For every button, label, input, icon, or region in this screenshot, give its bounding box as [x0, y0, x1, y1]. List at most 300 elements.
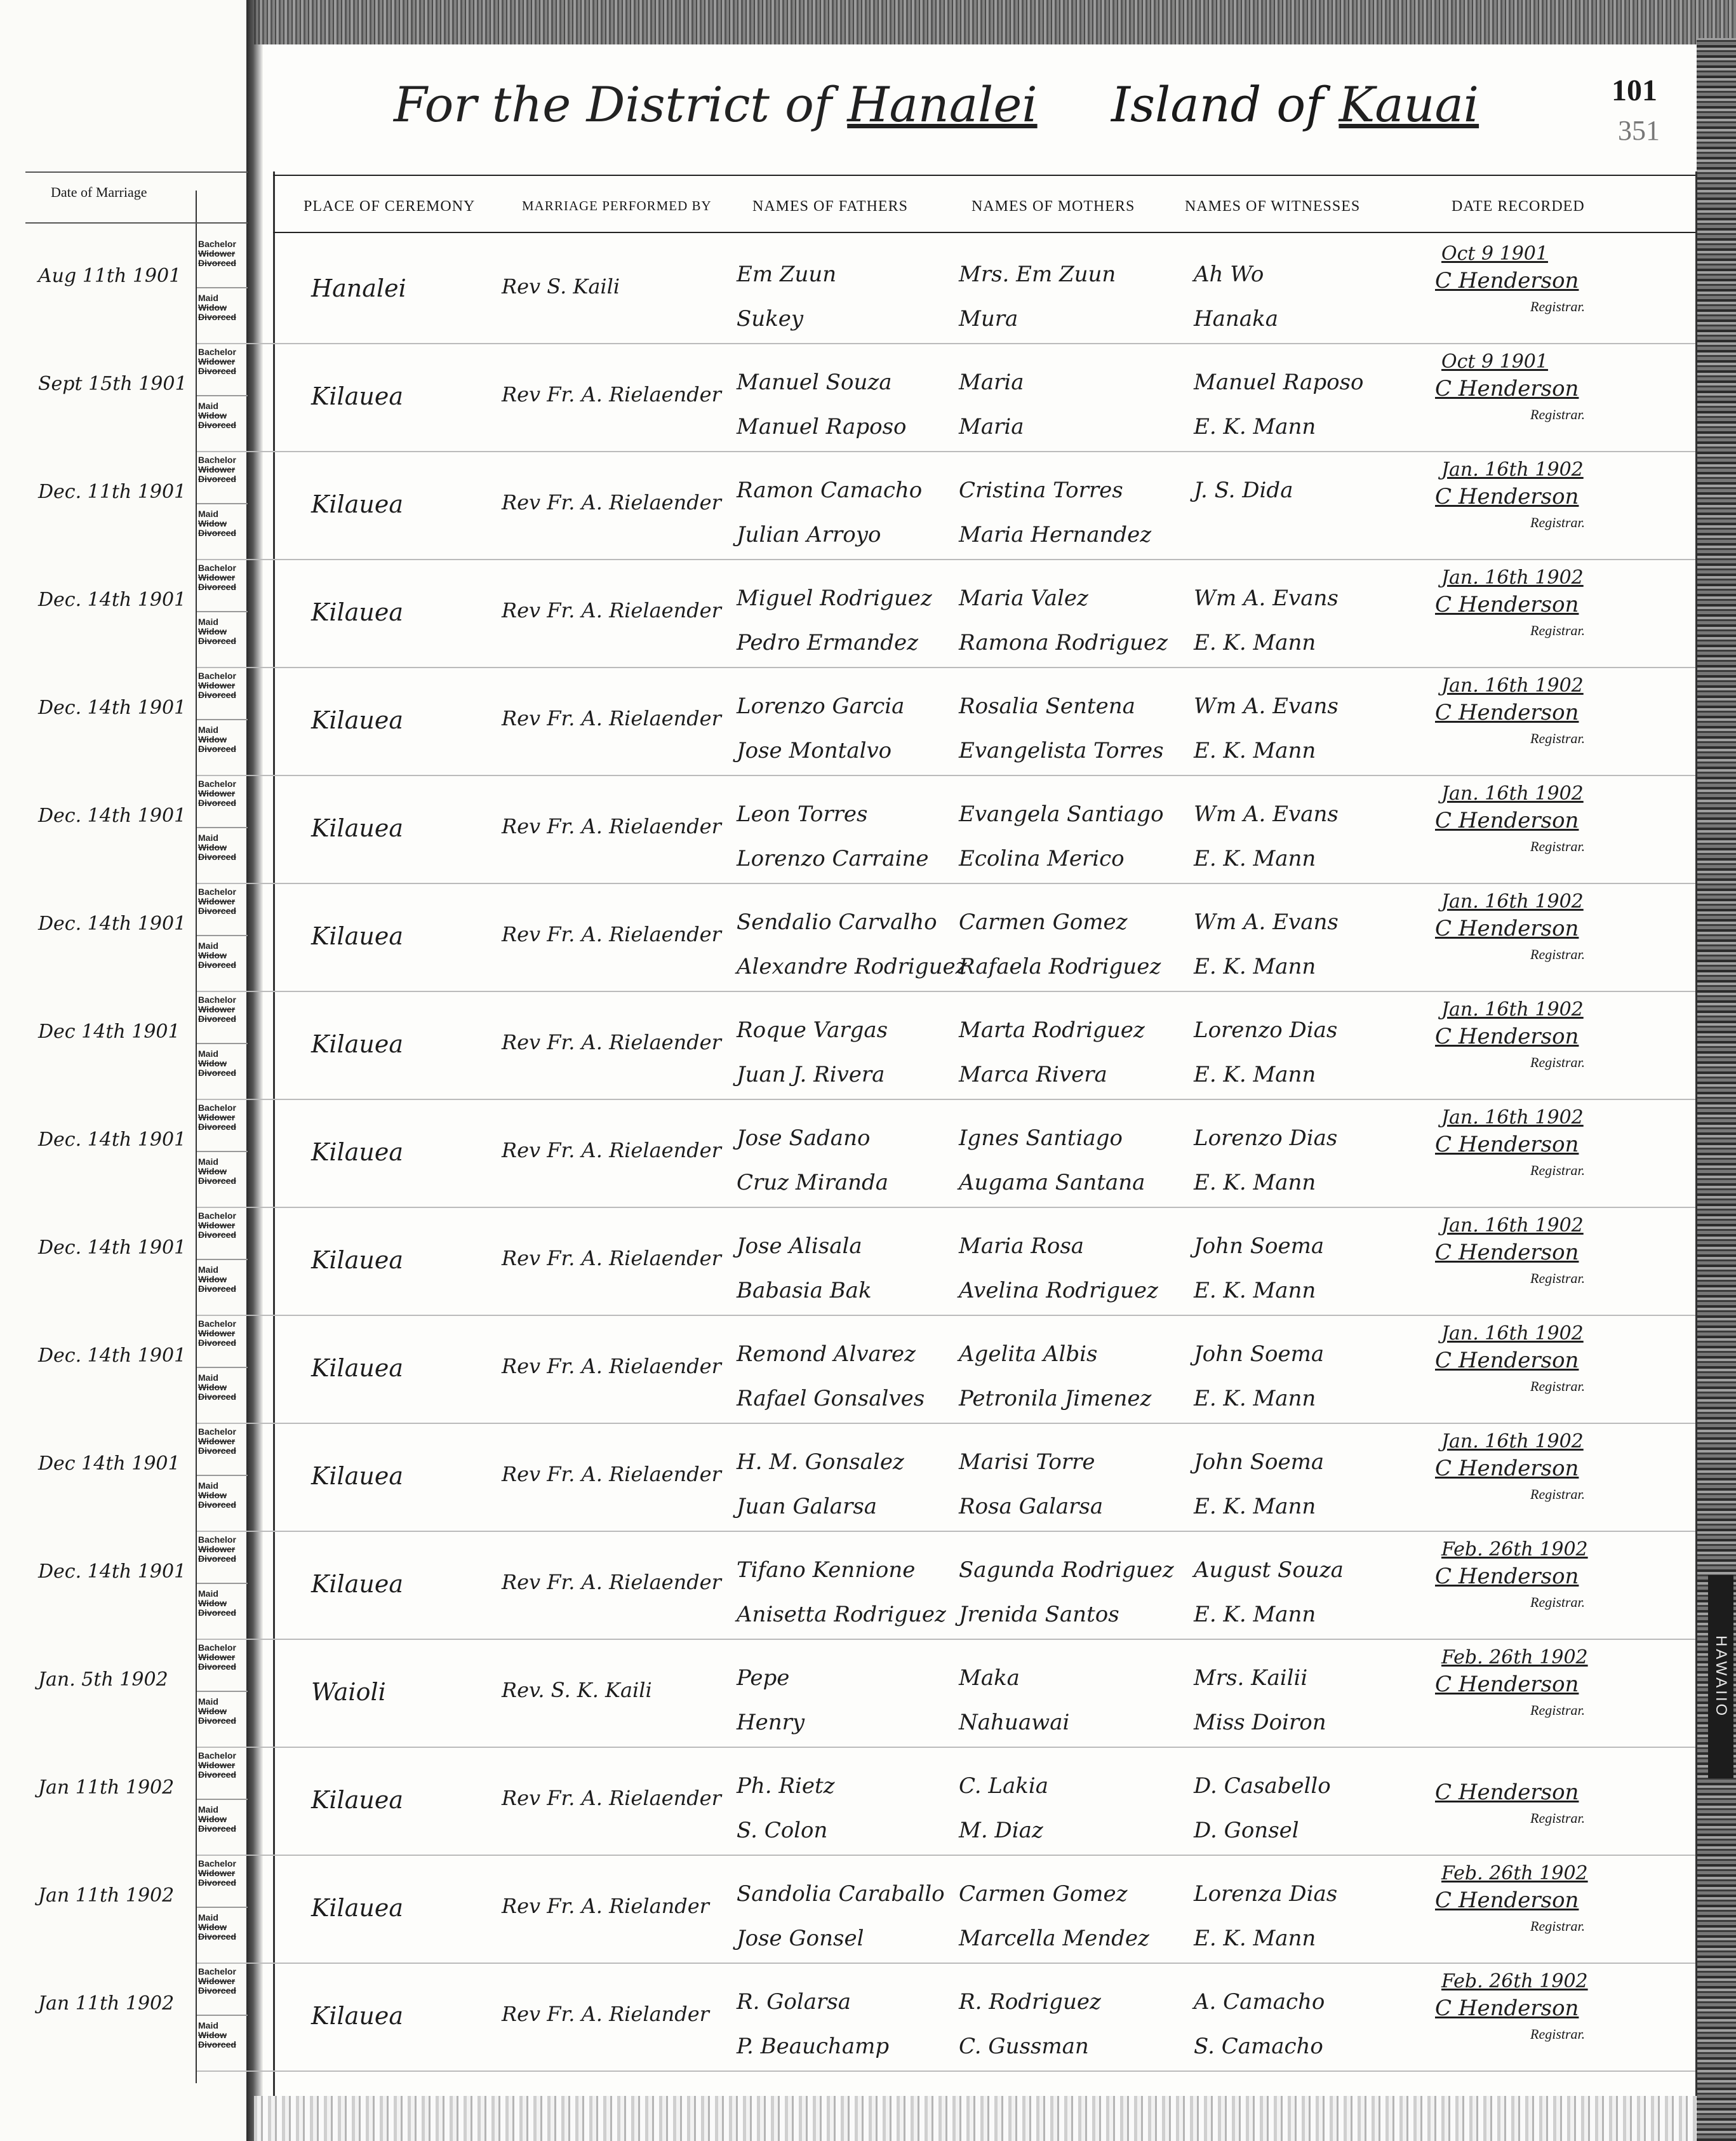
place-of-ceremony: Kilauea [311, 706, 403, 734]
rule-left-top [25, 171, 248, 173]
mother-name: Rafaela Rodriguez [959, 954, 1161, 979]
father-name: Henry [737, 1710, 805, 1735]
performed-by: Rev Fr. A. Rielaender [502, 1246, 721, 1270]
bride-status [198, 833, 248, 862]
status-option: Widow [198, 518, 227, 528]
status-option: Widower [198, 1220, 236, 1230]
status-option: Bachelor [198, 1426, 236, 1437]
groom-status [198, 1967, 248, 1996]
row-divider [197, 1099, 1695, 1100]
status-option: Widower [198, 788, 236, 798]
father-name: S. Colon [737, 1818, 828, 1843]
father-name: Alexandre Rodriguez [737, 954, 967, 979]
father-name: Em Zuun [737, 262, 837, 287]
mother-name: Rosa Galarsa [959, 1494, 1104, 1519]
date-recorded: Jan. 16th 1902 [1441, 675, 1584, 697]
witness-name: D. Gonsel [1194, 1818, 1299, 1843]
date-recorded: Feb. 26th 1902 [1441, 1862, 1588, 1884]
mother-name: Nahuawai [959, 1710, 1070, 1735]
marriage-date: Dec. 14th 1901 [38, 805, 187, 827]
row-divider [197, 559, 1695, 560]
witness-name: Lorenzo Dias [1194, 1017, 1338, 1043]
status-divider [197, 395, 248, 396]
date-recorded: Jan. 16th 1902 [1441, 459, 1584, 481]
witness-name: E. K. Mann [1194, 1062, 1316, 1087]
place-of-ceremony: Kilauea [311, 1030, 403, 1058]
groom-status [198, 671, 248, 700]
col-header-place: PLACE OF CEREMONY [304, 198, 476, 215]
status-option: Widower [198, 1112, 236, 1122]
bride-status [198, 1157, 248, 1186]
registrar-label: Registrar. [1530, 406, 1586, 422]
status-option: Divorced [198, 960, 236, 970]
registrar-signature: C Henderson [1435, 592, 1579, 617]
mother-name: Rosalia Sentena [959, 694, 1135, 719]
status-option: Maid [198, 833, 218, 843]
father-name: Miguel Rodriguez [737, 586, 932, 611]
col-header-date-recorded: DATE RECORDED [1452, 198, 1585, 215]
bride-status [198, 1589, 248, 1618]
marriage-date: Aug 11th 1901 [38, 265, 182, 287]
performed-by: Rev Fr. A. Rielaender [502, 1462, 721, 1486]
groom-status [198, 1427, 248, 1456]
page-right-edge [1697, 38, 1736, 2141]
witness-name: Wm A. Evans [1194, 586, 1339, 611]
status-option: Divorced [198, 1769, 236, 1780]
mother-name: Maria [959, 370, 1024, 395]
father-name: Juan Galarsa [737, 1494, 878, 1519]
status-divider [197, 611, 248, 612]
marriage-date: Dec. 14th 1901 [38, 1560, 187, 1583]
status-option: Widow [198, 410, 227, 420]
place-of-ceremony: Kilauea [311, 922, 403, 950]
status-option: Divorced [198, 1446, 236, 1456]
row-divider [197, 1531, 1695, 1532]
witness-name: E. K. Mann [1194, 954, 1316, 979]
status-option: Bachelor [198, 1750, 236, 1761]
place-of-ceremony: Kilauea [311, 1246, 403, 1274]
performed-by: Rev Fr. A. Rielaender [502, 1570, 721, 1594]
status-option: Divorced [198, 1392, 236, 1402]
registrar-label: Registrar. [1530, 1810, 1586, 1826]
status-divider [197, 1475, 248, 1476]
status-option: Bachelor [198, 1966, 236, 1977]
registrar-signature: C Henderson [1435, 1672, 1579, 1697]
row-divider [197, 1855, 1695, 1856]
witness-name: E. K. Mann [1194, 738, 1316, 763]
date-recorded: Jan. 16th 1902 [1441, 782, 1584, 805]
mother-name: Marisi Torre [959, 1449, 1095, 1475]
groom-status [198, 1751, 248, 1780]
status-option: Divorced [198, 366, 236, 376]
bride-status [198, 1697, 248, 1726]
status-option: Maid [198, 2020, 218, 2030]
status-divider [197, 287, 248, 288]
registrar-signature: C Henderson [1435, 808, 1579, 833]
row-divider [197, 1963, 1695, 1964]
status-option: Divorced [198, 1230, 236, 1240]
date-recorded: Jan. 16th 1902 [1441, 890, 1584, 913]
status-option: Divorced [198, 636, 236, 646]
status-divider [197, 1151, 248, 1152]
status-option: Widower [198, 680, 236, 690]
place-of-ceremony: Kilauea [311, 1354, 403, 1382]
place-of-ceremony: Kilauea [311, 1462, 403, 1490]
status-option: Widower [198, 1544, 236, 1554]
bride-status [198, 401, 248, 430]
row-divider [197, 1423, 1695, 1424]
status-option: Divorced [198, 258, 236, 268]
status-option: Maid [198, 941, 218, 951]
status-option: Divorced [198, 2039, 236, 2050]
marriage-date: Sept 15th 1901 [38, 373, 187, 395]
status-option: Maid [198, 293, 218, 303]
registrar-signature: C Henderson [1435, 268, 1579, 293]
date-recorded: Oct 9 1901 [1441, 243, 1548, 265]
place-of-ceremony: Waioli [311, 1678, 386, 1706]
mother-name: Mrs. Em Zuun [959, 262, 1116, 287]
registrar-label: Registrar. [1530, 838, 1586, 854]
witness-name: J. S. Dida [1194, 478, 1293, 503]
mother-name: C. Gussman [959, 2034, 1089, 2059]
mother-name: Ramona Rodriguez [959, 630, 1168, 655]
place-of-ceremony: Hanalei [311, 274, 406, 302]
witness-name: Mrs. Kailii [1194, 1665, 1308, 1691]
witness-name: Ah Wo [1194, 262, 1264, 287]
witness-name: E. K. Mann [1194, 630, 1316, 655]
status-option: Widower [198, 1760, 236, 1770]
father-name: Sendalio Carvalho [737, 909, 937, 935]
witness-name: E. K. Mann [1194, 1278, 1316, 1303]
status-option: Widow [198, 1922, 227, 1932]
groom-status [198, 1211, 248, 1240]
father-name: Jose Montalvo [737, 738, 892, 763]
witness-name: E. K. Mann [1194, 1170, 1316, 1195]
status-divider [197, 1259, 248, 1260]
row-divider [197, 1315, 1695, 1316]
groom-status [198, 1103, 248, 1132]
status-option: Widower [198, 1328, 236, 1338]
row-divider [197, 991, 1695, 992]
status-option: Maid [198, 1588, 218, 1599]
status-option: Widower [198, 1976, 236, 1986]
marriage-date: Dec. 14th 1901 [38, 913, 187, 935]
date-recorded: Oct 9 1901 [1441, 351, 1548, 373]
father-name: Manuel Raposo [737, 414, 907, 440]
father-name: Cruz Miranda [737, 1170, 889, 1195]
status-option: Widow [198, 1382, 227, 1392]
status-option: Maid [198, 1373, 218, 1383]
row-divider [197, 1747, 1695, 1748]
performed-by: Rev S. Kaili [502, 274, 620, 299]
status-option: Maid [198, 1912, 218, 1923]
mother-name: Cristina Torres [959, 478, 1123, 503]
status-option: Divorced [198, 798, 236, 808]
row-divider [197, 343, 1695, 344]
place-of-ceremony: Kilauea [311, 1570, 403, 1598]
status-option: Bachelor [198, 1211, 236, 1221]
district-header [394, 76, 1038, 133]
witness-name: S. Camacho [1194, 2034, 1323, 2059]
mother-name: R. Rodriguez [959, 1989, 1101, 2015]
registrar-label: Registrar. [1530, 1702, 1586, 1718]
marriage-date: Dec. 14th 1901 [38, 589, 187, 611]
performed-by: Rev. S. K. Kaili [502, 1678, 652, 1702]
mother-name: Avelina Rodriguez [959, 1278, 1158, 1303]
witness-name: A. Camacho [1194, 1989, 1325, 2015]
status-option: Divorced [198, 1338, 236, 1348]
performed-by: Rev Fr. A. Rielaender [502, 1354, 721, 1378]
bride-status [198, 1805, 248, 1834]
marriage-date: Jan 11th 1902 [38, 1992, 175, 2015]
status-option: Bachelor [198, 455, 236, 465]
registrar-signature: C Henderson [1435, 1564, 1579, 1589]
date-recorded: Jan. 16th 1902 [1441, 1322, 1584, 1345]
marriage-date: Dec. 14th 1901 [38, 1237, 187, 1259]
col-header-witnesses: NAMES OF WITNESSES [1185, 198, 1361, 215]
status-option: Widower [198, 896, 236, 906]
father-name: Ph. Rietz [737, 1773, 835, 1799]
registrar-signature: C Henderson [1435, 1348, 1579, 1373]
status-option: Widow [198, 1598, 227, 1608]
status-divider [197, 1799, 248, 1800]
place-of-ceremony: Kilauea [311, 382, 403, 410]
rule-header [273, 232, 1695, 233]
island-header [1111, 76, 1479, 133]
registrar-label: Registrar. [1530, 299, 1586, 314]
performed-by: Rev Fr. A. Rielaender [502, 598, 721, 622]
status-option: Widow [198, 1490, 227, 1500]
father-name: Jose Alisala [737, 1233, 862, 1259]
father-name: Rafael Gonsalves [737, 1386, 925, 1411]
father-name: Jose Gonsel [737, 1926, 864, 1951]
father-name: H. M. Gonsalez [737, 1449, 904, 1475]
mother-name: Marcella Mendez [959, 1926, 1149, 1951]
performed-by: Rev Fr. A. Rielaender [502, 706, 721, 730]
status-option: Bachelor [198, 563, 236, 573]
bride-status [198, 509, 248, 538]
status-divider [197, 1691, 248, 1692]
stamp-number: 351 [1618, 115, 1660, 146]
registrar-label: Registrar. [1530, 946, 1586, 962]
father-name: Babasia Bak [737, 1278, 872, 1303]
groom-status [198, 239, 248, 268]
status-option: Bachelor [198, 347, 236, 357]
bride-status [198, 1265, 248, 1294]
status-option: Widow [198, 950, 227, 960]
groom-status [198, 887, 248, 916]
father-name: Juan J. Rivera [737, 1062, 885, 1087]
father-name: Tifano Kennione [737, 1557, 916, 1583]
registrar-label: Registrar. [1530, 1162, 1586, 1178]
status-option: Divorced [198, 1931, 236, 1942]
father-name: Jose Sadano [737, 1125, 871, 1151]
marriage-date: Jan 11th 1902 [38, 1884, 175, 1907]
marriage-date: Jan. 5th 1902 [38, 1668, 168, 1691]
page-number: 101 [1612, 74, 1657, 107]
witness-name: E. K. Mann [1194, 1602, 1316, 1627]
marriage-date: Dec. 14th 1901 [38, 1129, 187, 1151]
registrar-label: Registrar. [1530, 622, 1586, 638]
rule-left-header [25, 222, 248, 224]
witness-name: Lorenzo Dias [1194, 1125, 1338, 1151]
status-divider [197, 2015, 248, 2016]
status-option: Bachelor [198, 779, 236, 789]
father-name: Lorenzo Carraine [737, 846, 929, 871]
mother-name: Evangelista Torres [959, 738, 1164, 763]
rule-left [273, 171, 275, 2096]
registrar-signature: C Henderson [1435, 376, 1579, 401]
groom-status [198, 779, 248, 808]
status-option: Maid [198, 725, 218, 735]
date-recorded: Jan. 16th 1902 [1441, 1430, 1584, 1453]
status-option: Divorced [198, 1985, 236, 1996]
father-name: Julian Arroyo [737, 522, 881, 547]
status-option: Maid [198, 1480, 218, 1491]
mother-name: Ecolina Merico [959, 846, 1125, 871]
witness-name: Manuel Raposo [1194, 370, 1364, 395]
groom-status [198, 347, 248, 376]
groom-status [198, 1859, 248, 1888]
date-recorded: Feb. 26th 1902 [1441, 1538, 1588, 1560]
status-option: Divorced [198, 744, 236, 754]
district-prefix: For the District of [394, 76, 832, 133]
status-option: Widow [198, 734, 227, 744]
status-option: Divorced [198, 420, 236, 430]
mother-name: Augama Santana [959, 1170, 1145, 1195]
registrar-label: Registrar. [1530, 1486, 1586, 1502]
performed-by: Rev Fr. A. Rielander [502, 1894, 709, 1918]
status-option: Maid [198, 617, 218, 627]
place-of-ceremony: Kilauea [311, 1138, 403, 1166]
witness-name: E. K. Mann [1194, 414, 1316, 440]
status-divider [197, 1583, 248, 1584]
status-option: Divorced [198, 852, 236, 862]
mother-name: Agelita Albis [959, 1341, 1098, 1367]
status-option: Divorced [198, 474, 236, 484]
status-option: Bachelor [198, 887, 236, 897]
bride-status [198, 725, 248, 754]
status-option: Bachelor [198, 1103, 236, 1113]
status-option: Divorced [198, 690, 236, 700]
registrar-label: Registrar. [1530, 1054, 1586, 1070]
performed-by: Rev Fr. A. Rielaender [502, 490, 721, 514]
groom-status [198, 1319, 248, 1348]
bride-status [198, 941, 248, 970]
status-option: Maid [198, 1157, 218, 1167]
mother-name: Evangela Santiago [959, 802, 1164, 827]
mother-name: C. Lakia [959, 1773, 1049, 1799]
date-recorded: Jan. 16th 1902 [1441, 567, 1584, 589]
place-of-ceremony: Kilauea [311, 814, 403, 842]
row-divider [197, 451, 1695, 452]
status-option: Divorced [198, 1823, 236, 1834]
date-recorded: Jan. 16th 1902 [1441, 1106, 1584, 1129]
registrar-signature: C Henderson [1435, 700, 1579, 725]
row-divider [197, 2071, 1695, 2072]
status-option: Widow [198, 302, 227, 312]
row-divider [197, 667, 1695, 668]
witness-name: E. K. Mann [1194, 1386, 1316, 1411]
registrar-label: Registrar. [1530, 730, 1586, 746]
date-recorded: Jan. 16th 1902 [1441, 1214, 1584, 1237]
bride-status [198, 1913, 248, 1942]
marriage-date: Dec 14th 1901 [38, 1453, 180, 1475]
performed-by: Rev Fr. A. Rielaender [502, 1030, 721, 1054]
status-option: Bachelor [198, 1319, 236, 1329]
status-divider [197, 1043, 248, 1044]
groom-status [198, 563, 248, 592]
status-option: Maid [198, 1804, 218, 1815]
status-divider [197, 935, 248, 936]
father-name: Roque Vargas [737, 1017, 888, 1043]
father-name: Pedro Ermandez [737, 630, 919, 655]
status-option: Widower [198, 464, 236, 474]
date-recorded: Jan. 16th 1902 [1441, 998, 1584, 1021]
district-value: Hanalei [847, 76, 1038, 133]
date-recorded: Feb. 26th 1902 [1441, 1646, 1588, 1668]
bride-status [198, 293, 248, 322]
status-option: Divorced [198, 1661, 236, 1672]
witness-name: E. K. Mann [1194, 846, 1316, 871]
status-divider [197, 1907, 248, 1908]
place-of-ceremony: Kilauea [311, 2002, 403, 2030]
registrar-signature: C Henderson [1435, 1240, 1579, 1265]
mother-name: Jrenida Santos [959, 1602, 1119, 1627]
father-name: Lorenzo Garcia [737, 694, 905, 719]
row-divider [197, 775, 1695, 776]
registrar-label: Registrar. [1530, 1378, 1586, 1394]
status-option: Divorced [198, 1554, 236, 1564]
status-option: Divorced [198, 1877, 236, 1888]
rule-top [273, 175, 1695, 176]
father-name: Leon Torres [737, 802, 868, 827]
status-option: Widow [198, 842, 227, 852]
performed-by: Rev Fr. A. Rielaender [502, 1786, 721, 1810]
status-option: Maid [198, 401, 218, 411]
witness-name: E. K. Mann [1194, 1494, 1316, 1519]
registrar-signature: C Henderson [1435, 916, 1579, 941]
witness-name: John Soema [1194, 1341, 1325, 1367]
marriage-date: Dec 14th 1901 [38, 1021, 180, 1043]
status-divider [197, 503, 248, 504]
status-option: Divorced [198, 582, 236, 592]
performed-by: Rev Fr. A. Rielaender [502, 382, 721, 406]
page-top-edge [254, 0, 1736, 44]
witness-name: Lorenza Dias [1194, 1881, 1338, 1907]
place-of-ceremony: Kilauea [311, 598, 403, 626]
page-bottom-edge [254, 2096, 1697, 2141]
performed-by: Rev Fr. A. Rielander [502, 2002, 709, 2026]
status-option: Bachelor [198, 671, 236, 681]
father-name: P. Beauchamp [737, 2034, 890, 2059]
row-divider [197, 883, 1695, 884]
status-option: Widow [198, 1166, 227, 1176]
status-option: Divorced [198, 1068, 236, 1078]
status-option: Widow [198, 626, 227, 636]
date-recorded: Feb. 26th 1902 [1441, 1970, 1588, 1992]
row-divider [197, 1639, 1695, 1640]
marriage-date: Dec. 14th 1901 [38, 697, 187, 719]
registrar-signature: C Henderson [1435, 1132, 1579, 1157]
place-of-ceremony: Kilauea [311, 490, 403, 518]
bride-status [198, 1373, 248, 1402]
performed-by: Rev Fr. A. Rielaender [502, 814, 721, 838]
status-option: Widower [198, 356, 236, 366]
registrar-label: Registrar. [1530, 1594, 1586, 1610]
bride-status [198, 2021, 248, 2050]
witness-name: E. K. Mann [1194, 1926, 1316, 1951]
